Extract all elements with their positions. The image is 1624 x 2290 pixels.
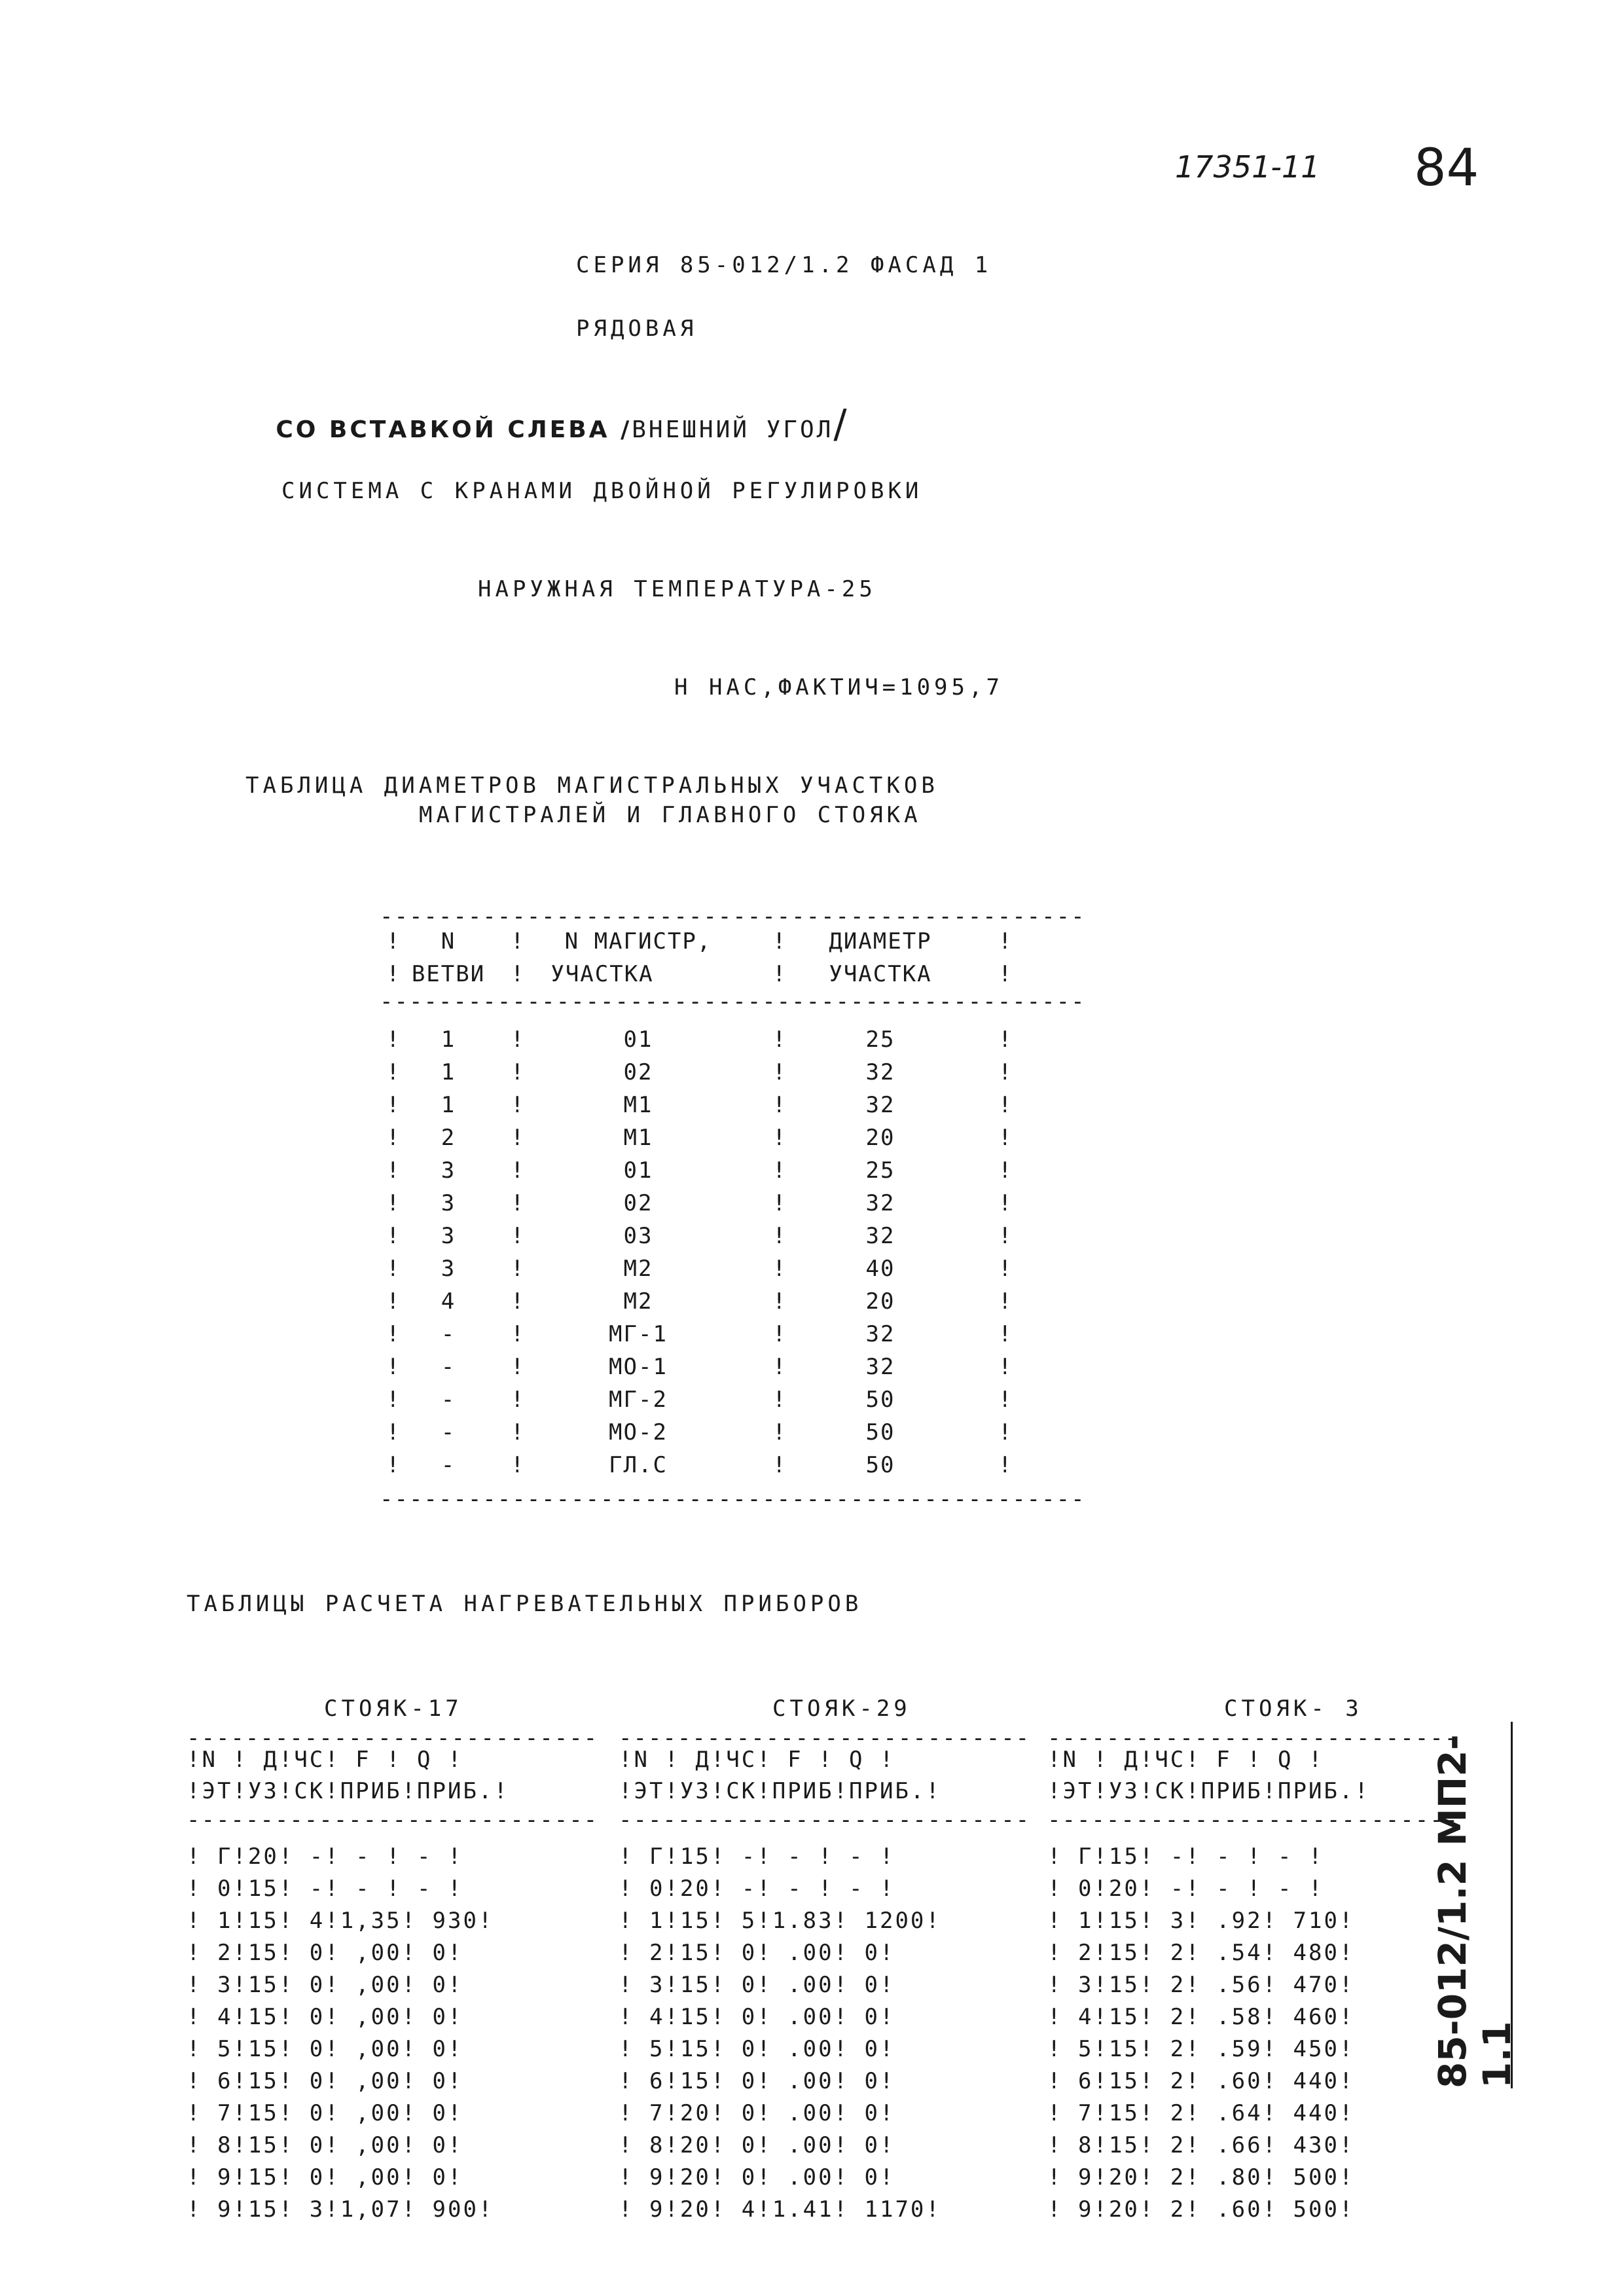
riser-header-rule: ----------------------------	[619, 1807, 1031, 1833]
column-separator: !	[511, 1059, 526, 1085]
column-separator: !	[998, 1125, 1013, 1151]
riser-row: ! Г!20! -! - ! - !	[187, 1844, 463, 1870]
riser-row: ! 3!15! 0! .00! 0!	[619, 1972, 895, 1998]
devices-section-title: ТАБЛИЦЫ РАСЧЕТА НАГРЕВАТЕЛЬНЫХ ПРИБОРОВ	[187, 1591, 863, 1617]
header-segment-label: УЧАСТКА	[550, 961, 654, 987]
riser-row: ! 9!15! 3!1,07! 900!	[187, 2196, 494, 2223]
insert-description	[242, 374, 850, 447]
column-separator: !	[772, 1059, 787, 1085]
riser-row: ! 1!15! 5!1.83! 1200!	[619, 1908, 941, 1934]
cell-branch: -	[441, 1387, 456, 1413]
page-number: 84	[1414, 139, 1479, 198]
cell-branch: 4	[441, 1288, 456, 1315]
cell-diameter: 25	[865, 1157, 895, 1184]
column-separator: !	[998, 1059, 1013, 1085]
column-separator: !	[772, 1419, 787, 1445]
table-row	[380, 1223, 1013, 1256]
riser-row: ! 5!15! 0! .00! 0!	[619, 2036, 895, 2062]
cell-segment: М1	[623, 1125, 653, 1151]
column-separator: !	[772, 1223, 787, 1249]
diameters-table	[380, 903, 1086, 1519]
riser-row: ! 6!15! 2! .60! 440!	[1047, 2068, 1355, 2094]
riser-header-row: !N ! Д!ЧС! F ! Q !	[187, 1747, 463, 1773]
riser-row: ! 7!20! 0! .00! 0!	[619, 2100, 895, 2126]
riser-header-rule: ----------------------------	[1047, 1807, 1460, 1833]
column-separator: !	[511, 1125, 526, 1151]
riser-row: ! 1!15! 3! .92! 710!	[1047, 1908, 1355, 1934]
side-stamp: 85-012/1.2 МП2-1.1	[1439, 1722, 1513, 2088]
riser-header-row-2: !ЭТ!УЗ!СК!ПРИБ!ПРИБ.!	[187, 1778, 509, 1804]
header-branch-no: N	[441, 928, 456, 954]
cell-segment: МГ-1	[609, 1321, 668, 1347]
riser-row: ! 4!15! 0! .00! 0!	[619, 2004, 895, 2030]
column-separator: !	[511, 1223, 526, 1249]
table-row	[380, 1190, 1013, 1223]
column-separator: !	[386, 1354, 401, 1380]
header-segment-no: N МАГИСТР,	[564, 928, 712, 954]
column-separator: !	[998, 1419, 1013, 1445]
riser-row: ! 1!15! 4!1,35! 930!	[187, 1908, 494, 1934]
cell-diameter: 25	[865, 1027, 895, 1053]
column-separator: !	[511, 1387, 526, 1413]
cell-branch: 1	[441, 1027, 456, 1053]
table-row	[380, 1321, 1013, 1354]
column-separator: !	[998, 1190, 1013, 1216]
riser-row: ! 4!15! 0! ,00! 0!	[187, 2004, 463, 2030]
table-row	[380, 1092, 1013, 1125]
column-separator: !	[511, 1256, 526, 1282]
table-top-rule: ------------------------------------------------	[380, 903, 1086, 930]
riser-top-rule: ----------------------------	[1047, 1725, 1460, 1751]
cell-diameter: 50	[865, 1419, 895, 1445]
column-separator: !	[511, 1288, 526, 1315]
column-separator: !	[386, 1157, 401, 1184]
riser-row: ! 5!15! 2! .59! 450!	[1047, 2036, 1355, 2062]
cell-segment: МГ-2	[609, 1387, 668, 1413]
cell-diameter: 32	[865, 1059, 895, 1085]
riser-top-rule: ----------------------------	[187, 1725, 599, 1751]
cell-branch: 1	[441, 1092, 456, 1118]
cell-diameter: 20	[865, 1288, 895, 1315]
cell-segment: М1	[623, 1092, 653, 1118]
cell-branch: -	[441, 1321, 456, 1347]
riser-row: ! 7!15! 2! .64! 440!	[1047, 2100, 1355, 2126]
cell-diameter: 40	[865, 1256, 895, 1282]
column-separator: !	[772, 1027, 787, 1053]
table-row	[380, 1125, 1013, 1157]
column-separator: !	[772, 1157, 787, 1184]
column-separator: !	[772, 1452, 787, 1478]
table-row	[380, 1157, 1013, 1190]
riser-row: ! 2!15! 2! .54! 480!	[1047, 1940, 1355, 1966]
riser-row: ! 0!20! -! - ! - !	[1047, 1876, 1324, 1902]
column-separator: !	[772, 1387, 787, 1413]
column-separator: !	[386, 1125, 401, 1151]
column-separator: !	[511, 1452, 526, 1478]
table-row	[380, 1387, 1013, 1419]
cell-segment: 01	[623, 1157, 653, 1184]
column-separator: !	[386, 1190, 401, 1216]
header-diameter-label: УЧАСТКА	[829, 961, 932, 987]
column-separator: !	[998, 1223, 1013, 1249]
column-separator: !	[772, 1354, 787, 1380]
insert-corner-text: ВНЕШНИЙ УГОЛ	[632, 416, 834, 443]
column-separator: !	[998, 1256, 1013, 1282]
riser-title: СТОЯК- 3	[1224, 1696, 1363, 1722]
riser-top-rule: ----------------------------	[619, 1725, 1031, 1751]
table-row	[380, 1419, 1013, 1452]
riser-header-row-2: !ЭТ!УЗ!СК!ПРИБ!ПРИБ.!	[619, 1778, 941, 1804]
column-separator: !	[386, 1387, 401, 1413]
cell-segment: 02	[623, 1190, 653, 1216]
column-separator: !	[511, 1419, 526, 1445]
cell-segment: 03	[623, 1223, 653, 1249]
column-separator: !	[386, 1321, 401, 1347]
cell-branch: 3	[441, 1256, 456, 1282]
riser-row: ! 6!15! 0! ,00! 0!	[187, 2068, 463, 2094]
header-diameter: ДИАМЕТР	[829, 928, 932, 954]
cell-segment: М2	[623, 1288, 653, 1315]
cell-diameter: 32	[865, 1354, 895, 1380]
riser-title: СТОЯК-17	[324, 1696, 463, 1722]
diameters-table-title-line1: ТАБЛИЦА ДИАМЕТРОВ МАГИСТРАЛЬНЫХ УЧАСТКОВ	[245, 772, 939, 799]
riser-header-row-2: !ЭТ!УЗ!СК!ПРИБ!ПРИБ.!	[1047, 1778, 1370, 1804]
cell-branch: 1	[441, 1059, 456, 1085]
column-separator: !	[772, 1256, 787, 1282]
riser-row: ! 7!15! 0! ,00! 0!	[187, 2100, 463, 2126]
table-row	[380, 1027, 1013, 1059]
riser-row: ! 2!15! 0! .00! 0!	[619, 1940, 895, 1966]
column-separator: !	[772, 1321, 787, 1347]
riser-row: ! 3!15! 0! ,00! 0!	[187, 1972, 463, 1998]
column-separator: !	[998, 1387, 1013, 1413]
riser-row: ! 3!15! 2! .56! 470!	[1047, 1972, 1355, 1998]
riser-row: ! 9!20! 2! .60! 500!	[1047, 2196, 1355, 2223]
riser-row: ! 2!15! 0! ,00! 0!	[187, 1940, 463, 1966]
header-branch-label: ВЕТВИ	[411, 961, 486, 987]
riser-title: СТОЯК-29	[772, 1696, 911, 1722]
cell-diameter: 50	[865, 1387, 895, 1413]
table-header-row-2: ! ВЕТВИ ! УЧАСТКА ! УЧАСТКА !	[386, 961, 1013, 987]
cell-branch: 3	[441, 1190, 456, 1216]
cell-branch: -	[441, 1452, 456, 1478]
riser-row: ! 0!20! -! - ! - !	[619, 1876, 895, 1902]
riser-row: ! Г!15! -! - ! - !	[619, 1844, 895, 1870]
column-separator: !	[386, 1223, 401, 1249]
column-separator: !	[998, 1452, 1013, 1478]
series-heading: СЕРИЯ 85-012/1.2 ФАСАД 1	[576, 252, 992, 278]
column-separator: !	[386, 1092, 401, 1118]
column-separator: !	[998, 1321, 1013, 1347]
cell-diameter: 32	[865, 1321, 895, 1347]
column-separator: !	[386, 1419, 401, 1445]
cell-segment: МО-2	[609, 1419, 668, 1445]
table-row	[380, 1452, 1013, 1485]
table-row	[380, 1288, 1013, 1321]
table-row	[380, 1059, 1013, 1092]
cell-segment: 02	[623, 1059, 653, 1085]
cell-branch: 3	[441, 1157, 456, 1184]
cell-branch: 2	[441, 1125, 456, 1151]
column-separator: !	[511, 1027, 526, 1053]
riser-row: ! 9!15! 0! ,00! 0!	[187, 2164, 463, 2190]
column-separator: !	[511, 1354, 526, 1380]
column-separator: !	[998, 1092, 1013, 1118]
cell-diameter: 50	[865, 1452, 895, 1478]
cell-diameter: 20	[865, 1125, 895, 1151]
riser-row: ! Г!15! -! - ! - !	[1047, 1844, 1324, 1870]
actual-pressure: Н НАС,ФАКТИЧ=1095,7	[674, 674, 1003, 700]
riser-row: ! 8!20! 0! .00! 0!	[619, 2132, 895, 2158]
column-separator: !	[386, 1256, 401, 1282]
cell-segment: 01	[623, 1027, 653, 1053]
riser-header-rule: ----------------------------	[187, 1807, 599, 1833]
cell-branch: 3	[441, 1223, 456, 1249]
riser-row: ! 5!15! 0! ,00! 0!	[187, 2036, 463, 2062]
riser-row: ! 4!15! 2! .58! 460!	[1047, 2004, 1355, 2030]
riser-row: ! 0!15! -! - ! - !	[187, 1876, 463, 1902]
column-separator: !	[386, 1452, 401, 1478]
table-header-rule: ------------------------------------------------	[380, 989, 1086, 1015]
cell-diameter: 32	[865, 1092, 895, 1118]
riser-row: ! 8!15! 0! ,00! 0!	[187, 2132, 463, 2158]
cell-branch: -	[441, 1354, 456, 1380]
column-separator: !	[998, 1027, 1013, 1053]
cell-branch: -	[441, 1419, 456, 1445]
riser-header-row: !N ! Д!ЧС! F ! Q !	[1047, 1747, 1324, 1773]
column-separator: !	[772, 1125, 787, 1151]
column-separator: !	[772, 1288, 787, 1315]
column-separator: !	[386, 1059, 401, 1085]
column-separator: !	[511, 1092, 526, 1118]
cell-diameter: 32	[865, 1223, 895, 1249]
system-description: СИСТЕМА С КРАНАМИ ДВОЙНОЙ РЕГУЛИРОВКИ	[281, 478, 923, 504]
document-code: 17351-11	[1175, 149, 1320, 185]
column-separator: !	[511, 1321, 526, 1347]
riser-header-row: !N ! Д!ЧС! F ! Q !	[619, 1747, 895, 1773]
riser-row: ! 9!20! 0! .00! 0!	[619, 2164, 895, 2190]
column-separator: !	[511, 1190, 526, 1216]
riser-row: ! 8!15! 2! .66! 430!	[1047, 2132, 1355, 2158]
column-separator: !	[998, 1288, 1013, 1315]
diameters-table-title-line2: МАГИСТРАЛЕЙ И ГЛАВНОГО СТОЯКА	[419, 802, 922, 828]
cell-segment: М2	[623, 1256, 653, 1282]
column-separator: !	[772, 1190, 787, 1216]
insert-closing-slash: /	[833, 401, 850, 447]
table-row	[380, 1354, 1013, 1387]
cell-diameter: 32	[865, 1190, 895, 1216]
table-header-row: ! N ! N МАГИСТР, ! ДИАМЕТР !	[386, 928, 1013, 954]
table-bottom-rule: ------------------------------------------------	[380, 1486, 1086, 1512]
column-separator: !	[386, 1288, 401, 1315]
table-row	[380, 1256, 1013, 1288]
outdoor-temperature: НАРУЖНАЯ ТЕМПЕРАТУРА-25	[478, 576, 876, 602]
column-separator: !	[386, 1027, 401, 1053]
riser-row: ! 9!20! 4!1.41! 1170!	[619, 2196, 941, 2223]
column-separator: !	[511, 1157, 526, 1184]
row-type-line: РЯДОВАЯ	[576, 316, 698, 342]
column-separator: !	[998, 1157, 1013, 1184]
column-separator: !	[998, 1354, 1013, 1380]
riser-row: ! 6!15! 0! .00! 0!	[619, 2068, 895, 2094]
cell-segment: МО-1	[609, 1354, 668, 1380]
insert-bold-text: СО ВСТАВКОЙ СЛЕВА /	[276, 416, 632, 443]
column-separator: !	[772, 1092, 787, 1118]
riser-row: ! 9!20! 2! .80! 500!	[1047, 2164, 1355, 2190]
cell-segment: ГЛ.С	[609, 1452, 668, 1478]
